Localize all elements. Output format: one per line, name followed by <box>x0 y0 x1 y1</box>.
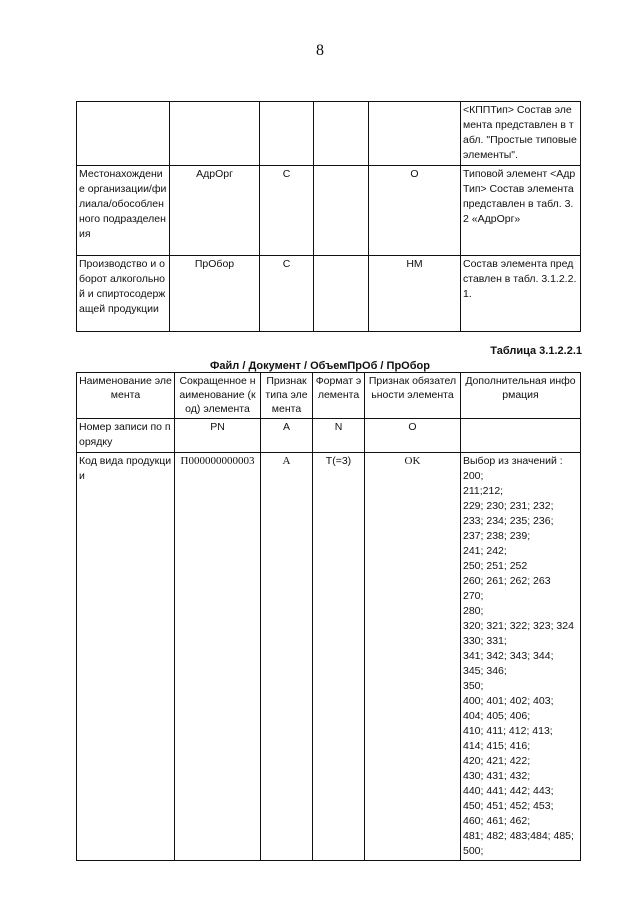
element-code-cell: АдрОрг <box>170 166 260 256</box>
page-number: 8 <box>316 42 324 59</box>
allowed-value-line: Выбор из значений : <box>463 455 563 467</box>
element-info-cell <box>461 453 581 861</box>
allowed-value-line: 440; 441; 442; 443; <box>463 785 554 797</box>
allowed-value-line: 450; 451; 452; 453; <box>463 800 554 812</box>
element-info-cell: Типовой элемент <АдрТип> Состав элемента представлен в табл. 3.2 «АдрОрг» <box>461 166 581 256</box>
element-type-cell <box>260 102 314 166</box>
allowed-value-line: 200; <box>463 470 484 482</box>
element-info-cell <box>461 419 581 453</box>
element-code-cell: ПрОбор <box>170 256 260 332</box>
column-header: Дополнительная информация <box>461 373 581 419</box>
allowed-value-line: 280; <box>463 605 484 617</box>
element-required-cell: O <box>365 419 461 453</box>
element-code-cell <box>170 102 260 166</box>
allowed-value-line: 250; 251; 252 <box>463 560 528 572</box>
table-row <box>77 102 581 166</box>
allowed-value-line: 500; <box>463 845 484 857</box>
element-name-cell: Производство и оборот алкогольной и спиртосодержащей продукции <box>77 256 170 332</box>
element-format-cell <box>314 256 369 332</box>
element-code-cell: П000000000003 <box>175 453 261 861</box>
allowed-value-line: 233; 234; 235; 236; <box>463 515 554 527</box>
allowed-value-line: 350; <box>463 680 484 692</box>
column-header: Формат элемента <box>313 373 365 419</box>
table-header-row <box>77 373 581 419</box>
allowed-value-line: 481; 482; 483;484; 485; <box>463 830 574 842</box>
allowed-value-line: 237; 238; 239; <box>463 530 531 542</box>
column-header: Признак обязательности элемента <box>365 373 461 419</box>
allowed-value-line: 404; 405; 406; <box>463 710 531 722</box>
table-row <box>77 453 581 861</box>
table-row <box>77 256 581 332</box>
element-name-cell: Номер записи по порядку <box>77 419 175 453</box>
allowed-value-line: 229; 230; 231; 232; <box>463 500 554 512</box>
element-type-cell: A <box>261 453 313 861</box>
allowed-value-line: 330; 331; <box>463 635 507 647</box>
column-header: Наименование элемента <box>77 373 175 419</box>
allowed-value-line: 345; 346; <box>463 665 507 677</box>
element-required-cell <box>369 102 461 166</box>
element-format-cell <box>314 102 369 166</box>
allowed-value-line: 430; 431; 432; <box>463 770 531 782</box>
element-required-cell: О <box>369 166 461 256</box>
element-code-cell: PN <box>175 419 261 453</box>
element-name-cell: Код вида продукции <box>77 453 175 861</box>
allowed-value-line: 410; 411; 412; 413; <box>463 725 553 737</box>
allowed-value-line: 241; 242; <box>463 545 507 557</box>
allowed-value-line: 260; 261; 262; 263 <box>463 575 551 587</box>
element-required-cell: OK <box>365 453 461 861</box>
elements-table <box>76 372 581 861</box>
continued-table <box>76 101 581 332</box>
allowed-value-line: 400; 401; 402; 403; <box>463 695 554 707</box>
table-row <box>77 166 581 256</box>
table-number: Таблица 3.1.2.2.1 <box>490 345 582 357</box>
table-title: Файл / Документ / ОбъемПрОб / ПрОбор <box>210 360 430 372</box>
element-type-cell: С <box>260 166 314 256</box>
element-info-cell: Состав элемента представлен в табл. 3.1.2.2.1. <box>461 256 581 332</box>
allowed-value-line: 420; 421; 422; <box>463 755 531 767</box>
allowed-value-line: 341; 342; 343; 344; <box>463 650 554 662</box>
table-row <box>77 419 581 453</box>
column-header: Признак типа элемента <box>261 373 313 419</box>
element-type-cell: A <box>261 419 313 453</box>
element-required-cell: НМ <box>369 256 461 332</box>
element-name-cell: Местонахождение организации/филиала/обособленного подразделения <box>77 166 170 256</box>
allowed-value-line: 270; <box>463 590 484 602</box>
allowed-value-line: 211;212; <box>463 485 504 497</box>
element-info-cell: <КППТип> Состав элемента представлен в табл. "Простые типовые элементы". <box>461 102 581 166</box>
element-name-cell <box>77 102 170 166</box>
element-format-cell: T(=3) <box>313 453 365 861</box>
allowed-value-line: 460; 461; 462; <box>463 815 531 827</box>
column-header: Сокращенное наименование (код) элемента <box>175 373 261 419</box>
element-format-cell <box>314 166 369 256</box>
element-format-cell: N <box>313 419 365 453</box>
allowed-value-line: 320; 321; 322; 323; 324 <box>463 620 574 632</box>
allowed-value-line: 414; 415; 416; <box>463 740 531 752</box>
element-type-cell: С <box>260 256 314 332</box>
